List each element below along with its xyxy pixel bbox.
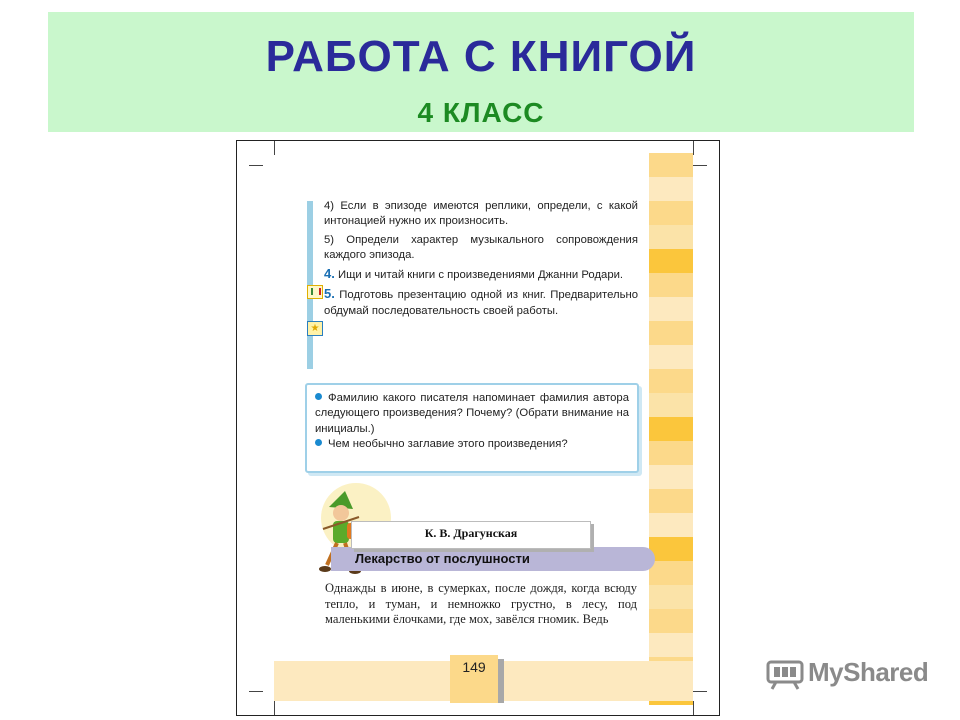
margin-stripe bbox=[649, 609, 693, 633]
margin-stripe bbox=[649, 441, 693, 465]
margin-stripe bbox=[649, 201, 693, 225]
crop-mark bbox=[693, 165, 707, 166]
story-text: Однажды в июне, в сумерках, после дождя, когда всюду тепло, и туман, и немножко грустно, в лесу, под маленькими ёлочками, где мох, завёлся гномик. Ведь bbox=[325, 581, 637, 626]
page-title: РАБОТА С КНИГОЙ bbox=[265, 32, 697, 81]
header-banner bbox=[48, 12, 914, 132]
task-item: 4) Если в эпизоде имеются реплики, определи, с какой интонацией нужно их произносить. bbox=[324, 200, 638, 228]
crop-mark bbox=[693, 701, 694, 715]
page-number: 149 bbox=[450, 655, 498, 703]
margin-stripe bbox=[649, 369, 693, 393]
task-number: 4. bbox=[324, 266, 335, 282]
bullet-icon bbox=[315, 393, 322, 400]
crop-mark bbox=[274, 701, 275, 715]
margin-stripe bbox=[649, 393, 693, 417]
task-text: Подготовь презентацию одной из книг. Предварительно обдумай последовательность своей работы. bbox=[324, 289, 639, 317]
margin-stripe bbox=[649, 345, 693, 369]
question-text: Фамилию какого писателя напоминает фамилия автора следующего произведения? Почему? (Обрати внимание на инициалы.) bbox=[315, 392, 629, 435]
textbook-page bbox=[236, 140, 720, 716]
crop-mark bbox=[249, 165, 263, 166]
task-item: 5) Определи характер музыкального сопровождения каждого эпизода. bbox=[324, 233, 638, 261]
task-item bbox=[324, 286, 638, 319]
task-text: Ищи и читай книги с произведениями Джанни Родари. bbox=[337, 269, 624, 282]
author-panel bbox=[351, 521, 591, 549]
margin-stripe bbox=[649, 489, 693, 513]
margin-stripe bbox=[649, 561, 693, 585]
margin-stripe bbox=[649, 465, 693, 489]
crop-mark bbox=[693, 141, 694, 155]
margin-stripe bbox=[649, 297, 693, 321]
margin-stripe bbox=[649, 153, 693, 177]
margin-stripe bbox=[649, 249, 693, 273]
task-item bbox=[324, 266, 638, 283]
task-number: 5. bbox=[324, 286, 335, 302]
margin-stripe bbox=[649, 585, 693, 609]
watermark-text: MyShared bbox=[808, 657, 929, 687]
projector-icon bbox=[766, 656, 806, 690]
author-name: К. В. Драгунская bbox=[424, 526, 518, 540]
margin-stripe bbox=[649, 417, 693, 441]
margin-stripe bbox=[649, 633, 693, 657]
bullet-icon bbox=[315, 439, 322, 446]
margin-stripe bbox=[649, 537, 693, 561]
story-title: Лекарство от послушности bbox=[355, 551, 530, 566]
crop-mark bbox=[693, 691, 707, 692]
question-item bbox=[315, 391, 629, 437]
crop-mark bbox=[274, 141, 275, 155]
question-text: Чем необычно заглавие этого произведения? bbox=[328, 437, 568, 450]
margin-stripe bbox=[649, 225, 693, 249]
tasks-block bbox=[324, 199, 638, 322]
book-stack-icon bbox=[307, 285, 323, 299]
star-icon: ★ bbox=[307, 321, 323, 336]
margin-color-stripes bbox=[649, 153, 693, 713]
margin-stripe bbox=[649, 321, 693, 345]
questions-box bbox=[305, 383, 639, 473]
page-subtitle: 4 КЛАСС bbox=[417, 97, 545, 128]
margin-stripe bbox=[649, 513, 693, 537]
margin-stripe bbox=[649, 273, 693, 297]
page-number-shadow bbox=[498, 659, 504, 703]
margin-stripe bbox=[649, 177, 693, 201]
question-item bbox=[315, 437, 629, 452]
crop-mark bbox=[249, 691, 263, 692]
